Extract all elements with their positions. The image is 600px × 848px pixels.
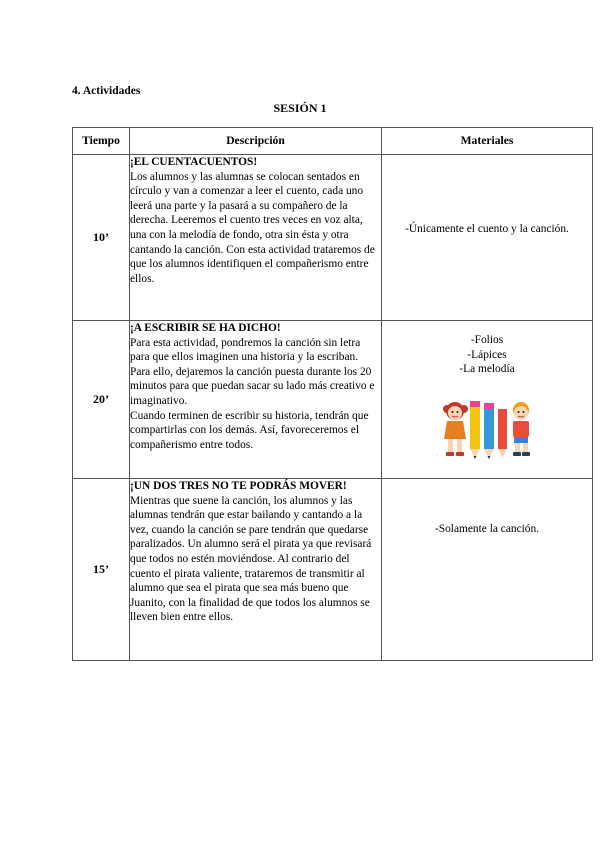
header-time: Tiempo (73, 128, 130, 155)
time-cell: 20’ (73, 321, 130, 479)
material-item: -Folios (470, 334, 504, 346)
children-with-pencils-illustration (437, 397, 537, 463)
header-description: Descripción (130, 128, 382, 155)
header-materials: Materiales (382, 128, 593, 155)
activity-title: ¡A ESCRIBIR SE HA DICHO! (130, 322, 281, 334)
activities-table (72, 127, 593, 661)
material-item: -La melodía (459, 363, 515, 376)
materials-cell (382, 479, 593, 661)
activity-description-continued: Cuando terminen de escribir su historia, tendrán que compartirlas con los demás. Así, favoreceremos el compañerismo entre todos. (130, 409, 369, 451)
description-cell (130, 321, 382, 479)
table-row (73, 321, 593, 479)
material-item: -Únicamente el cuento y la canción. (405, 223, 569, 235)
session-title: SESIÓN 1 (273, 101, 327, 115)
materials-cell (382, 155, 593, 321)
materials-list (382, 333, 592, 377)
section-heading: 4. Actividades (72, 85, 141, 97)
activity-title: ¡UN DOS TRES NO TE PODRÁS MOVER! (130, 480, 347, 492)
table-header-row (73, 128, 593, 155)
table-row (73, 155, 593, 321)
material-item: -Lápices (467, 348, 507, 361)
activity-title: ¡EL CUENTACUENTOS! (130, 156, 258, 168)
description-cell (130, 155, 382, 321)
material-item: -Solamente la canción. (434, 523, 540, 535)
table-row (73, 479, 593, 661)
activity-description: Para esta actividad, pondremos la canción sin letra para que ellos imaginen una historia y la escriban. Para ello, dejaremos la canción puesta durante los 20 minutos para que puedan sacar su lado más creativo e imaginativo. (130, 336, 375, 407)
activity-description: Los alumnos y las alumnas se colocan sentados en círculo y van a comenzar a leer el cuento, cada uno leerá una parte y la pasará a su compañero de la derecha. Leeremos el cuento tres veces en voz alta, una con la melodía de fondo, otra sin ésta y otra cantando la canción. Con esta actividad trataremos de que los alumnos identifiquen el compañerismo entre ellos. (130, 170, 375, 285)
time-cell: 10’ (73, 155, 130, 321)
activity-description: Mientras que suene la canción, los alumnos y las alumnas tendrán que estar bailando y cantando a la vez, cuando la canción se pare tendrán que quedarse paralizados. Un alumno será el pirata ya que revisará que todos no estén moviéndose. Al contrario del cuento el pirata valiente, trataremos de transmitir al alumno que sea el pirata que sea más bueno que Juanito, con la finalidad de que todos los alumnos se lleven bien entre ellos. (130, 494, 372, 624)
description-cell (130, 479, 382, 661)
materials-cell (382, 321, 593, 479)
time-cell: 15’ (73, 479, 130, 661)
